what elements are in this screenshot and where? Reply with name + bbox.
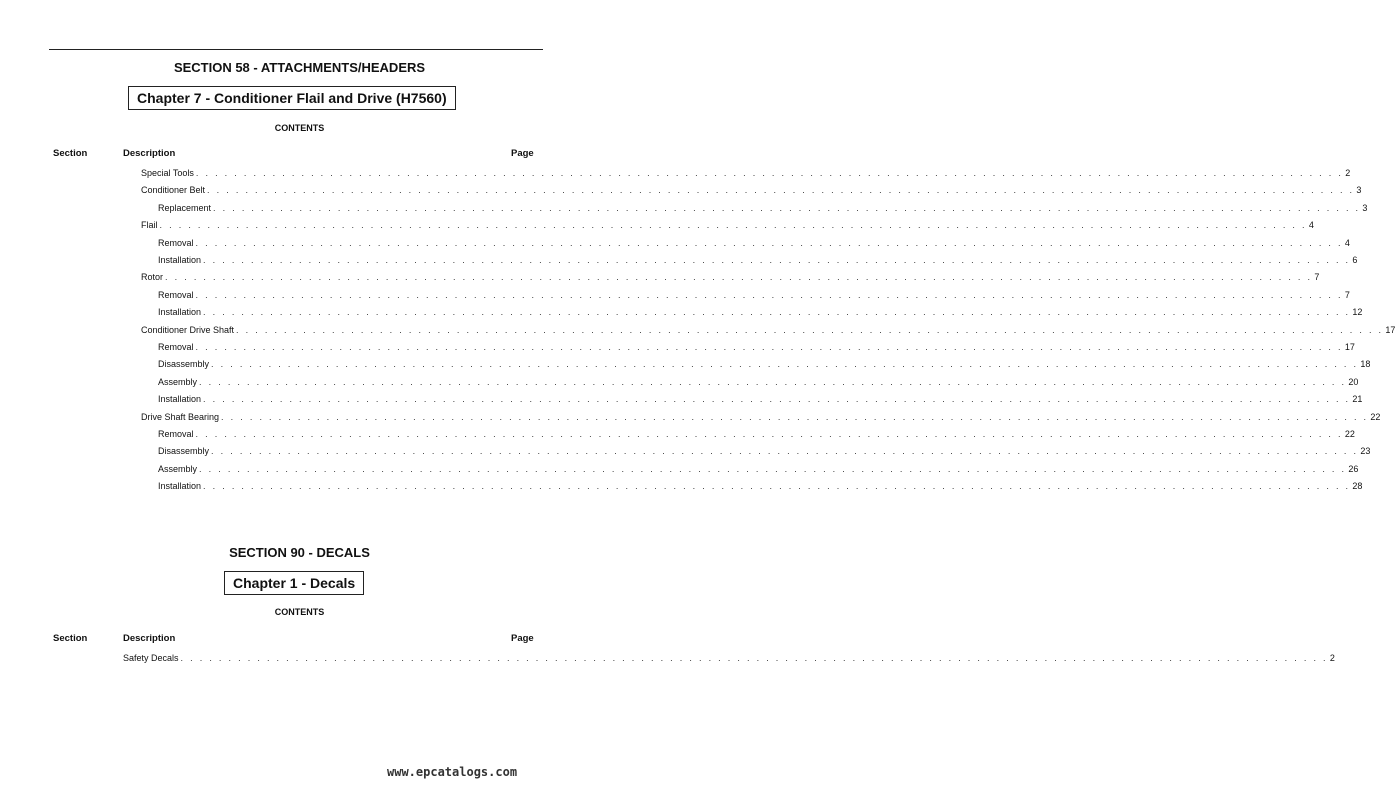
toc-leader-dots: . . . . . . . . . . . . . . . . . . . . . . . . . . . . . . . . . . . . . . . . . . . . . . . . . . . . . . . . . . . . . . . . . . . . . . . . . . . . . . . . . . . . . . . . . . . . . . . . . . . . . . . . . . . . . . . . . . . . . . . . (211, 446, 1359, 457)
toc-entry-page: 17 (1344, 342, 1355, 352)
toc-entry (158, 303, 1363, 318)
chapter-7-title: Chapter 7 - Conditioner Flail and Drive (H7560) (128, 86, 456, 110)
toc-leader-dots: . . . . . . . . . . . . . . . . . . . . . . . . . . . . . . . . . . . . . . . . . . . . . . . . . . . . . . . . . . . . . . . . . . . . . . . . . . . . . . . . . . . . . . . . . . . . . . . . . . . . . . . . . . . . . . . . . . . . . . . . (180, 653, 1328, 663)
contents-label-58: CONTENTS (274, 123, 325, 133)
toc-entry-page: 3 (1362, 202, 1368, 213)
toc-entry-page: 22 (1344, 429, 1355, 439)
toc-entry-page: 6 (1352, 255, 1358, 265)
section-90-title: SECTION 90 - DECALS (229, 545, 370, 560)
toc-entry-page: 2 (1329, 653, 1335, 663)
section-58-title: SECTION 58 - ATTACHMENTS/HEADERS (173, 60, 426, 75)
toc-entry-page: 18 (1360, 359, 1371, 370)
toc-entry (158, 390, 1363, 405)
toc-leader-dots: . . . . . . . . . . . . . . . . . . . . . . . . . . . . . . . . . . . . . . . . . . . . . . . . . . . . . . . . . . . . . . . . . . . . . . . . . . . . . . . . . . . . . . . . . . . . . . . . . . . . . . . . . . . . . . . . . . . . . . . . (199, 376, 1347, 387)
toc-entry (158, 286, 1350, 300)
toc-entry (141, 408, 1381, 422)
toc-entry-label: Conditioner Belt (141, 185, 206, 196)
toc-entry (141, 181, 1362, 196)
toc-entry-label: Rotor (141, 272, 164, 283)
chapter-1-title: Chapter 1 - Decals (224, 571, 364, 595)
watermark: www.epcatalogs.com (387, 765, 518, 779)
toc-entry (141, 216, 1314, 231)
toc-entry-page: 3 (1356, 185, 1362, 196)
toc-entry-label: Assembly (158, 376, 198, 387)
toc-entry (158, 425, 1355, 439)
toc-entry-label: Removal (158, 342, 194, 352)
toc-leader-dots: . . . . . . . . . . . . . . . . . . . . . . . . . . . . . . . . . . . . . . . . . . . . . . . . . . . . . . . . . . . . . . . . . . . . . . . . . . . . . . . . . . . . . . . . . . . . . . . . . . . . . . . . . . . . . . . . . . . . . . . . (195, 168, 1344, 178)
toc-entry-label: Replacement (158, 202, 212, 213)
col-header-description-90: Description (123, 633, 176, 644)
toc-entry-page: 7 (1314, 272, 1320, 283)
toc-leader-dots: . . . . . . . . . . . . . . . . . . . . . . . . . . . . . . . . . . . . . . . . . . . . . . . . . . . . . . . . . . . . . . . . . . . . . . . . . . . . . . . . . . . . . . . . . . . . . . . . . . . . . . . . . . . . . . . . . . . . . . . . (236, 324, 1384, 335)
col-header-page-90: Page (511, 633, 534, 644)
top-rule (49, 49, 543, 50)
toc-leader-dots: . . . . . . . . . . . . . . . . . . . . . . . . . . . . . . . . . . . . . . . . . . . . . . . . . . . . . . . . . . . . . . . . . . . . . . . . . . . . . . . . . . . . . . . . . . . . . . . . . . . . . . . . . . . . . . . . . . . . . . . . (207, 185, 1355, 196)
toc-entry-label: Conditioner Drive Shaft (141, 324, 235, 335)
toc-entry-label: Installation (158, 255, 202, 265)
toc-entry-page: 21 (1352, 394, 1363, 405)
toc-leader-dots: . . . . . . . . . . . . . . . . . . . . . . . . . . . . . . . . . . . . . . . . . . . . . . . . . . . . . . . . . . . . . . . . . . . . . . . . . . . . . . . . . . . . . . . . . . . . . . . . . . . . . . . . . . . . . . . . . . . . . . . . (195, 342, 1343, 352)
toc-entry-label: Assembly (158, 463, 198, 474)
toc-entry (158, 338, 1355, 352)
toc-leader-dots: . . . . . . . . . . . . . . . . . . . . . . . . . . . . . . . . . . . . . . . . . . . . . . . . . . . . . . . . . . . . . . . . . . . . . . . . . . . . . . . . . . . . . . . . . . . . . . . . . . . . . . . . . . . . . . . . . . . . . . . . (203, 481, 1351, 492)
toc-leader-dots: . . . . . . . . . . . . . . . . . . . . . . . . . . . . . . . . . . . . . . . . . . . . . . . . . . . . . . . . . . . . . . . . . . . . . . . . . . . . . . . . . . . . . . . . . . . . . . . . . . . . . . . . . . . . . . . . . . . . . . . . (213, 202, 1361, 213)
toc-entry-label: Removal (158, 289, 194, 300)
toc-entry-page: 4 (1308, 220, 1314, 231)
contents-label-90: CONTENTS (274, 607, 325, 617)
toc-leader-dots: . . . . . . . . . . . . . . . . . . . . . . . . . . . . . . . . . . . . . . . . . . . . . . . . . . . . . . . . . . . . . . . . . . . . . . . . . . . . . . . . . . . . . . . . . . . . . . . . . . . . . . . . . . . . . . . . . . . . . . . . (195, 237, 1343, 248)
toc-entry-page: 28 (1352, 481, 1363, 492)
toc-leader-dots: . . . . . . . . . . . . . . . . . . . . . . . . . . . . . . . . . . . . . . . . . . . . . . . . . . . . . . . . . . . . . . . . . . . . . . . . . . . . . . . . . . . . . . . . . . . . . . . . . . . . . . . . . . . . . . . . . . . . . . . . (221, 411, 1369, 422)
toc-entry (141, 268, 1320, 283)
toc-leader-dots: . . . . . . . . . . . . . . . . . . . . . . . . . . . . . . . . . . . . . . . . . . . . . . . . . . . . . . . . . . . . . . . . . . . . . . . . . . . . . . . . . . . . . . . . . . . . . . . . . . . . . . . . . . . . . . . . . . . . . . . . (159, 220, 1307, 231)
toc-entry-label: Safety Decals (123, 653, 179, 663)
toc-entry-label: Drive Shaft Bearing (141, 411, 220, 422)
toc-entry (123, 649, 1335, 663)
toc-entry-label: Removal (158, 237, 194, 248)
toc-entry (158, 373, 1359, 387)
toc-entry (141, 164, 1351, 178)
toc-entry-label: Removal (158, 429, 194, 439)
toc-entry-page: 2 (1345, 168, 1351, 178)
col-header-section: Section (53, 148, 88, 159)
col-header-section-90: Section (53, 633, 88, 644)
toc-entry-label: Disassembly (158, 359, 210, 370)
toc-entry-page: 7 (1344, 289, 1350, 300)
toc-entry-page: 26 (1348, 463, 1359, 474)
toc-entry-label: Disassembly (158, 446, 210, 457)
toc-entry (158, 251, 1358, 265)
toc-entry-label: Installation (158, 307, 202, 318)
toc-leader-dots: . . . . . . . . . . . . . . . . . . . . . . . . . . . . . . . . . . . . . . . . . . . . . . . . . . . . . . . . . . . . . . . . . . . . . . . . . . . . . . . . . . . . . . . . . . . . . . . . . . . . . . . . . . . . . . . . . . . . . . . . (165, 272, 1313, 283)
toc-entry (158, 460, 1359, 474)
toc-leader-dots: . . . . . . . . . . . . . . . . . . . . . . . . . . . . . . . . . . . . . . . . . . . . . . . . . . . . . . . . . . . . . . . . . . . . . . . . . . . . . . . . . . . . . . . . . . . . . . . . . . . . . . . . . . . . . . . . . . . . . . . . (203, 255, 1351, 265)
toc-entry-page: 22 (1370, 411, 1381, 422)
col-header-page: Page (511, 148, 534, 159)
toc-leader-dots: . . . . . . . . . . . . . . . . . . . . . . . . . . . . . . . . . . . . . . . . . . . . . . . . . . . . . . . . . . . . . . . . . . . . . . . . . . . . . . . . . . . . . . . . . . . . . . . . . . . . . . . . . . . . . . . . . . . . . . . . (195, 289, 1343, 300)
toc-entry (158, 442, 1371, 457)
toc-entry-page: 17 (1385, 324, 1395, 335)
toc-leader-dots: . . . . . . . . . . . . . . . . . . . . . . . . . . . . . . . . . . . . . . . . . . . . . . . . . . . . . . . . . . . . . . . . . . . . . . . . . . . . . . . . . . . . . . . . . . . . . . . . . . . . . . . . . . . . . . . . . . . . . . . . (195, 429, 1343, 439)
col-header-description: Description (123, 148, 176, 159)
toc-entry-label: Special Tools (141, 168, 194, 178)
toc-entry-page: 4 (1344, 237, 1350, 248)
toc-entry (158, 477, 1363, 492)
toc-entry-page: 20 (1348, 376, 1359, 387)
toc-entry (158, 199, 1368, 213)
toc-entry (158, 234, 1350, 248)
toc-leader-dots: . . . . . . . . . . . . . . . . . . . . . . . . . . . . . . . . . . . . . . . . . . . . . . . . . . . . . . . . . . . . . . . . . . . . . . . . . . . . . . . . . . . . . . . . . . . . . . . . . . . . . . . . . . . . . . . . . . . . . . . . (203, 394, 1351, 405)
toc-entry-label: Installation (158, 481, 202, 492)
toc-entry (141, 321, 1395, 335)
toc-entry-page: 12 (1352, 307, 1363, 318)
toc-leader-dots: . . . . . . . . . . . . . . . . . . . . . . . . . . . . . . . . . . . . . . . . . . . . . . . . . . . . . . . . . . . . . . . . . . . . . . . . . . . . . . . . . . . . . . . . . . . . . . . . . . . . . . . . . . . . . . . . . . . . . . . . (199, 463, 1347, 474)
toc-leader-dots: . . . . . . . . . . . . . . . . . . . . . . . . . . . . . . . . . . . . . . . . . . . . . . . . . . . . . . . . . . . . . . . . . . . . . . . . . . . . . . . . . . . . . . . . . . . . . . . . . . . . . . . . . . . . . . . . . . . . . . . . (203, 307, 1351, 318)
toc-entry-label: Flail (141, 220, 158, 231)
toc-leader-dots: . . . . . . . . . . . . . . . . . . . . . . . . . . . . . . . . . . . . . . . . . . . . . . . . . . . . . . . . . . . . . . . . . . . . . . . . . . . . . . . . . . . . . . . . . . . . . . . . . . . . . . . . . . . . . . . . . . . . . . . . (211, 359, 1359, 370)
toc-entry-page: 23 (1360, 446, 1371, 457)
toc-entry (158, 355, 1371, 370)
toc-entry-label: Installation (158, 394, 202, 405)
